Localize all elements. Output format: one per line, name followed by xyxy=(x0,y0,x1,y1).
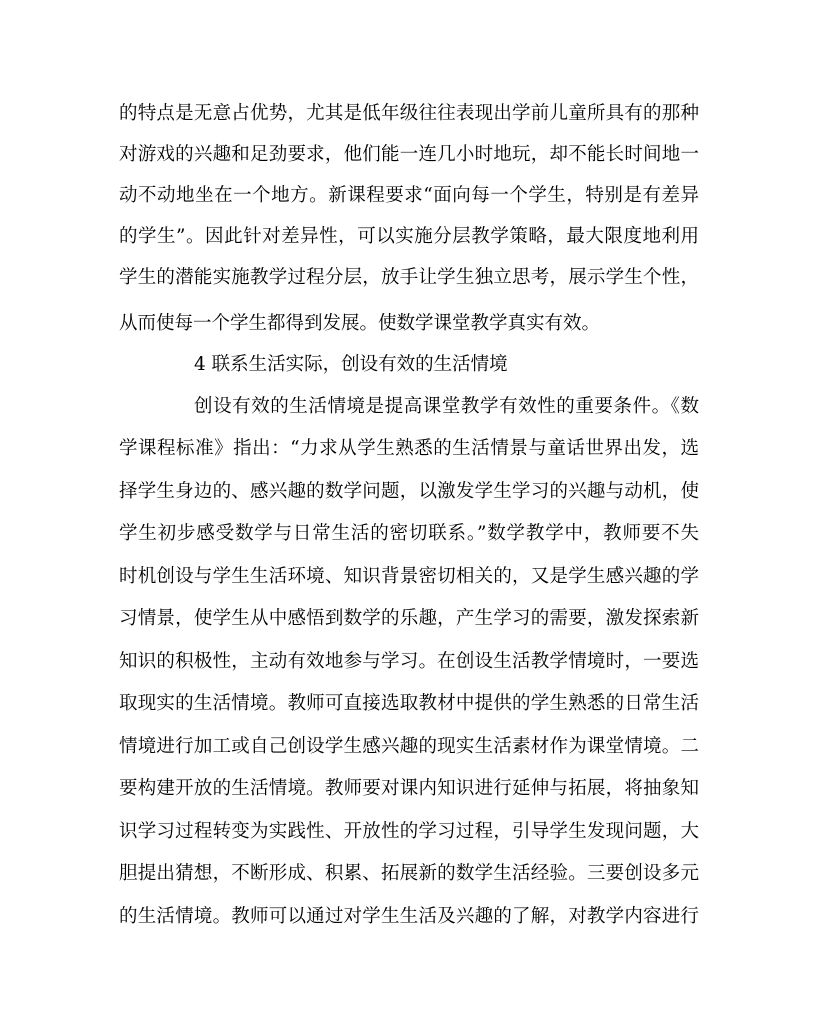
paragraph-line: 的特点是无意占优势，尤其是低年级往往表现出学前儿童所具有的那种 xyxy=(119,103,699,124)
paragraph-line: 的生活情境。教师可以通过对学生生活及兴趣的了解，对教学内容进行 xyxy=(119,906,699,927)
paragraph-line: 取现实的生活情境。教师可直接选取教材中提供的学生熟悉的日常生活 xyxy=(119,693,699,714)
paragraph-line: 学生初步感受数学与日常生活的密切联系。”数学教学中，教师要不失 xyxy=(119,523,699,544)
paragraph-line: 择学生身边的、感兴趣的数学问题，以激发学生学习的兴趣与动机，使 xyxy=(119,481,699,502)
paragraph-line: 情境进行加工或自己创设学生感兴趣的现实生活素材作为课堂情境。二 xyxy=(119,736,699,757)
paragraph-line: 知识的积极性，主动有效地参与学习。在创设生活教学情境时，一要选 xyxy=(119,651,699,672)
paragraph-line: 动不动地坐在一个地方。新课程要求“面向每一个学生，特别是有差异 xyxy=(119,185,699,206)
paragraph-line: 胆提出猜想，不断形成、积累、拓展新的数学生活经验。三要创设多元 xyxy=(119,863,699,884)
paragraph-line: 创设有效的生活情境是提高课堂教学有效性的重要条件。《数 xyxy=(194,396,699,417)
paragraph-line: 时机创设与学生生活环境、知识背景密切相关的，又是学生感兴趣的学 xyxy=(119,566,699,587)
paragraph-line: 习情景，使学生从中感悟到数学的乐趣，产生学习的需要，激发探索新 xyxy=(119,608,699,629)
section-heading: 4 联系生活实际，创设有效的生活情境 xyxy=(194,354,508,375)
paragraph-line: 要构建开放的生活情境。教师要对课内知识进行延伸与拓展，将抽象知 xyxy=(119,778,699,799)
paragraph-line: 的学生”。因此针对差异性，可以实施分层教学策略，最大限度地利用 xyxy=(119,226,699,247)
paragraph-line: 学课程标准》指出：“力求从学生熟悉的生活情景与童话世界出发，选 xyxy=(119,438,699,459)
paragraph-line: 学生的潜能实施教学过程分层，放手让学生独立思考，展示学生个性， xyxy=(119,267,699,288)
paragraph-line: 从而使每一个学生都得到发展。使数学课堂教学真实有效。 xyxy=(119,313,601,334)
paragraph-line: 对游戏的兴趣和足劲要求，他们能一连几小时地玩，却不能长时间地一 xyxy=(119,144,699,165)
paragraph-line: 识学习过程转变为实践性、开放性的学习过程，引导学生发现问题，大 xyxy=(119,821,699,842)
